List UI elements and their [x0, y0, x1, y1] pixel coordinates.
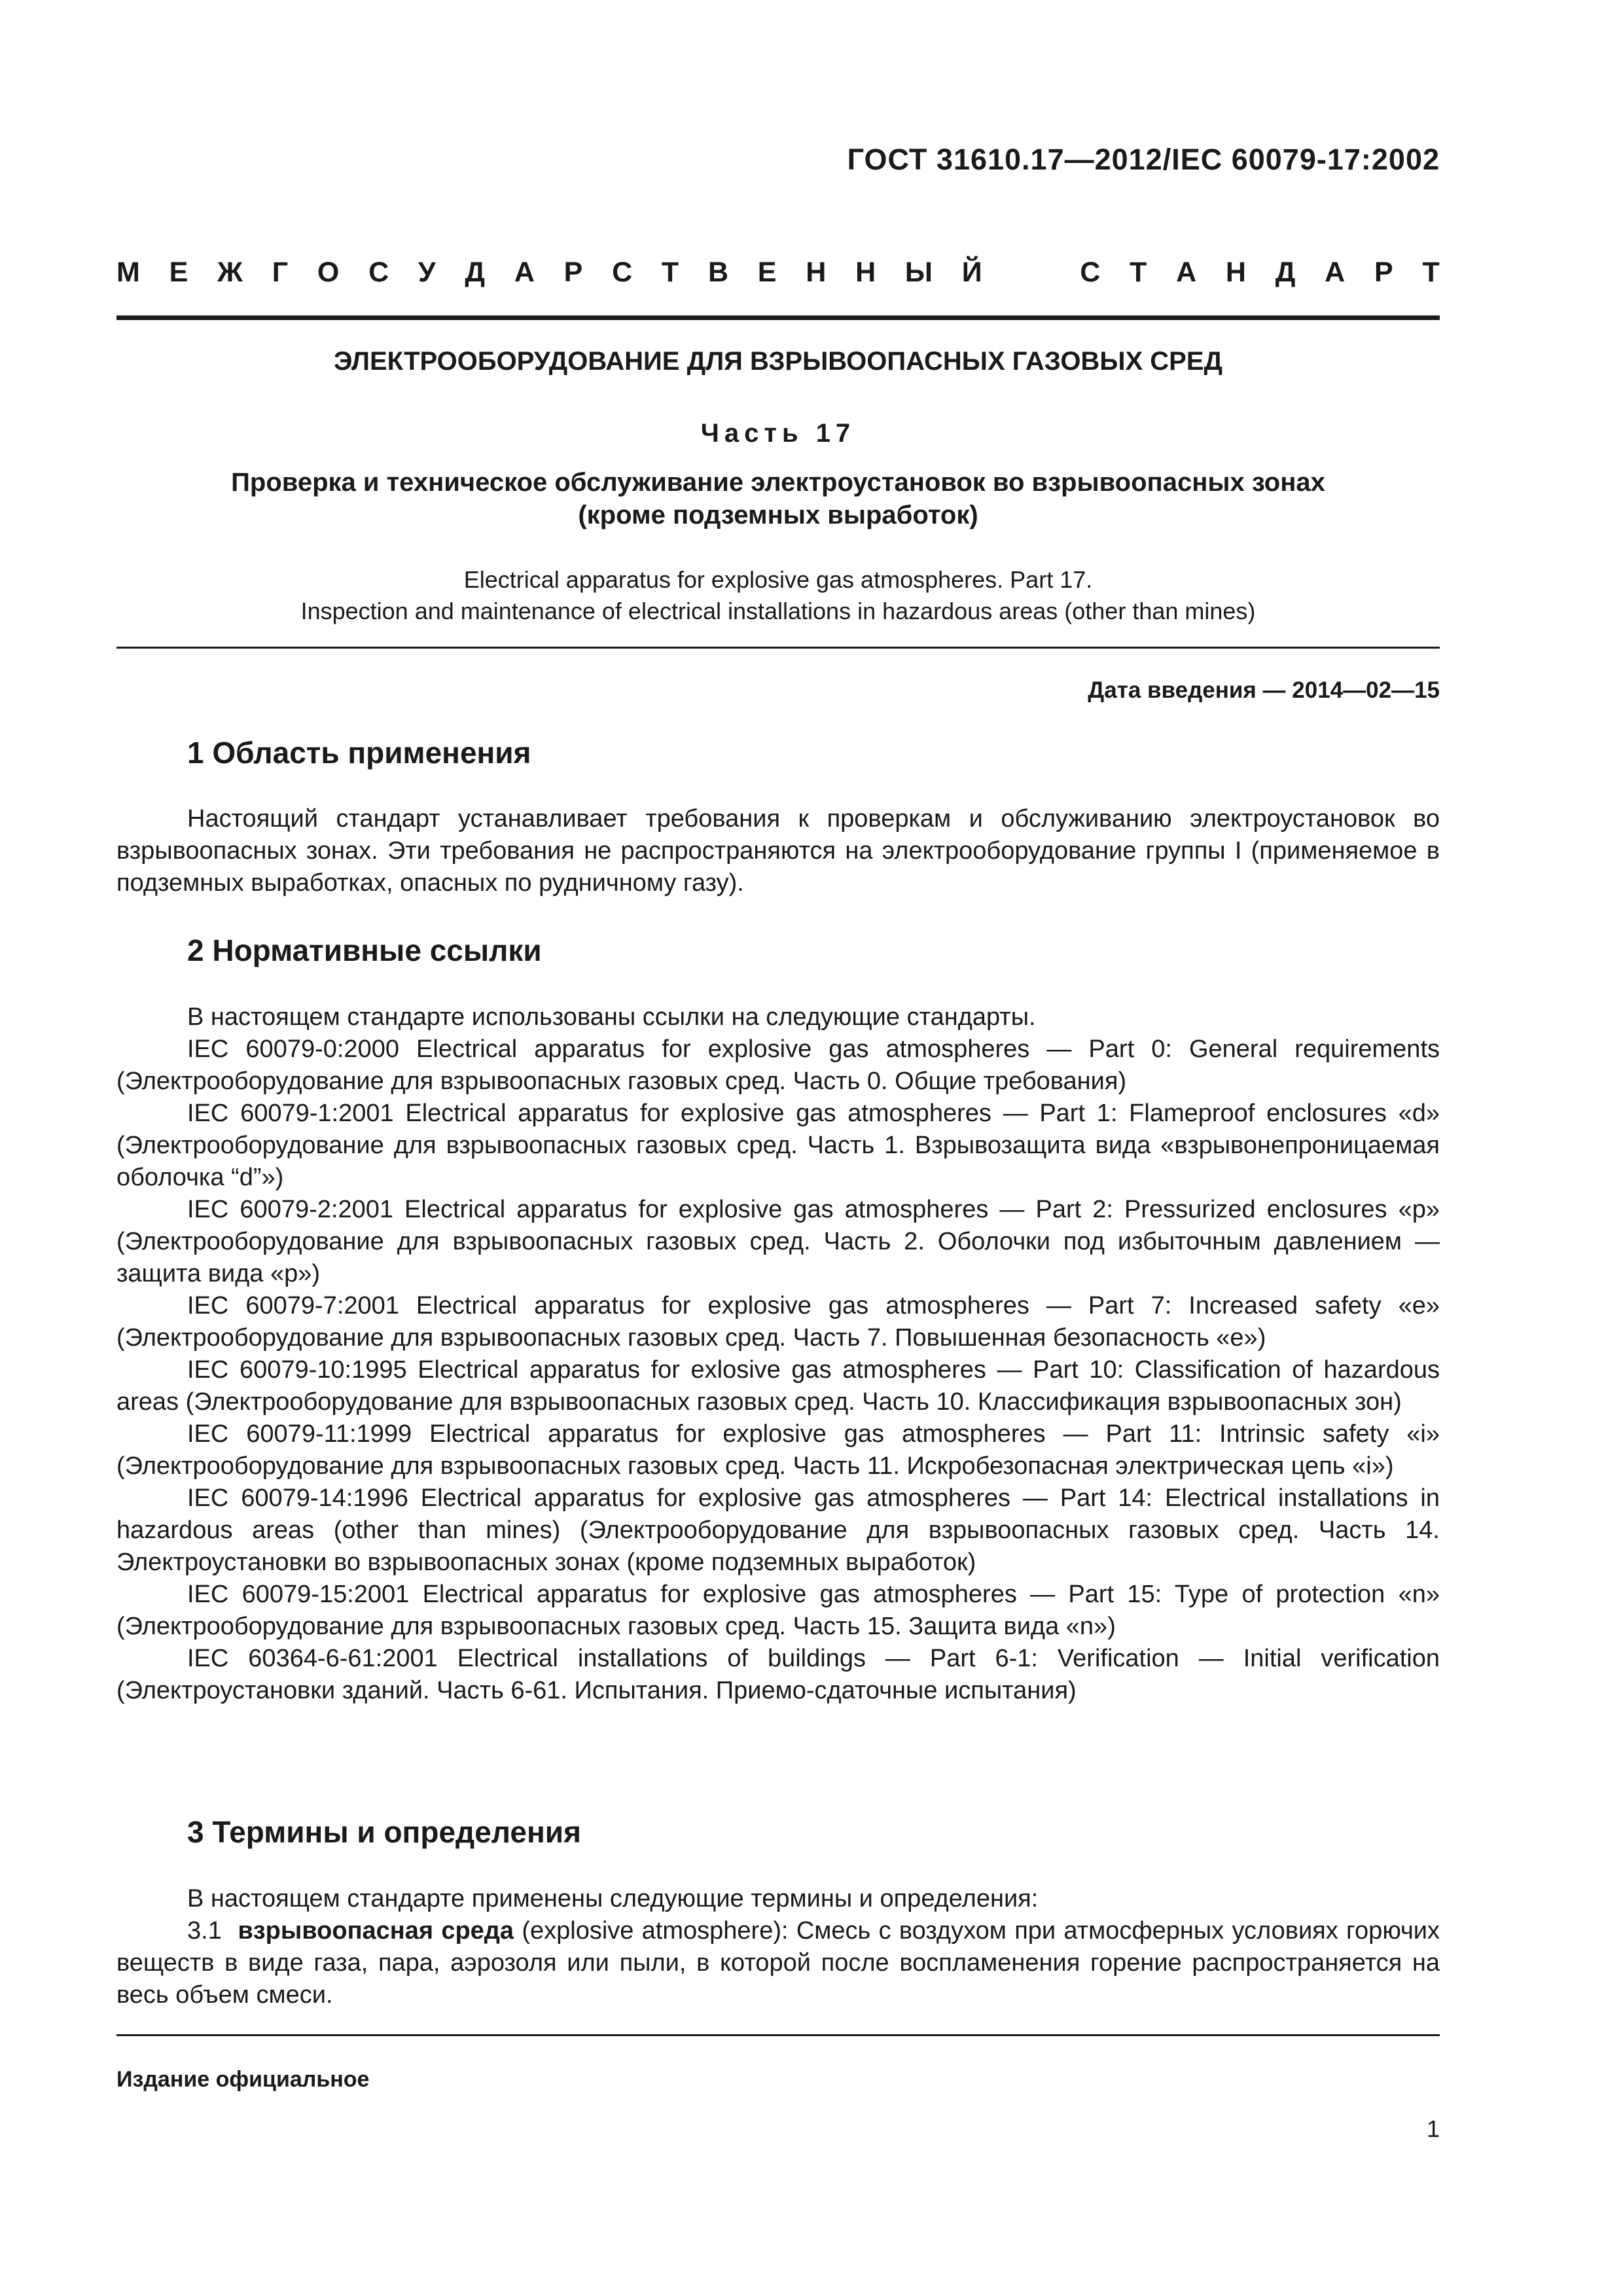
banner-letter: В [707, 257, 729, 288]
term-name: взрывоопасная среда [238, 1917, 514, 1945]
section-3-heading: 3 Термины и определения [187, 1815, 581, 1849]
reference-item: IEC 60079-0:2000 Electrical apparatus for explosive gas atmospheres — Part 0: General requirements (Электрооборудование для взрывоопасных газовых сред. Часть 0. Общие требования) [116, 1035, 1440, 1095]
banner-letter: Н [1225, 257, 1246, 288]
subtitle-line: Проверка и техническое обслуживание электроустановок во взрывоопасных зонах [231, 468, 1325, 497]
banner-letter: С [1080, 257, 1101, 288]
document-subtitle [116, 466, 1440, 531]
banner-letter: Т [1422, 257, 1440, 288]
section-2-heading: 2 Нормативные ссылки [187, 933, 542, 967]
banner-letter: С [612, 257, 633, 288]
banner-letter: Г [272, 257, 289, 288]
interstate-standard-banner [116, 257, 1440, 289]
english-title [116, 564, 1440, 627]
reference-item: IEC 60079-1:2001 Electrical apparatus for explosive gas atmospheres — Part 1: Flameproof enclosures «d» (Электрооборудование для взрывоопасных газовых сред. Часть 1. Взрывозащита вида «взрывонепроницаемая оболочка “d”») [116, 1100, 1440, 1191]
banner-letter: О [317, 257, 340, 288]
document-title: ЭЛЕКТРООБОРУДОВАНИЕ ДЛЯ ВЗРЫВООПАСНЫХ ГАЗОВЫХ СРЕД [333, 347, 1223, 376]
banner-letter: Т [661, 257, 679, 288]
header-rule [116, 315, 1440, 320]
term-number: 3.1 [187, 1917, 222, 1945]
banner-letter: Р [1374, 257, 1393, 288]
banner-letter: А [1176, 257, 1197, 288]
title-rule [116, 647, 1440, 649]
introduction-date: Дата введения — 2014—02—15 [1088, 677, 1440, 703]
paragraph: В настоящем стандарте применены следующие термины и определения: [187, 1885, 1039, 1912]
banner-letter: Е [169, 257, 188, 288]
part-label: Часть 17 [700, 419, 856, 448]
banner-letter: Р [563, 257, 583, 288]
reference-item: IEC 60079-14:1996 Electrical apparatus for explosive gas atmospheres — Part 14: Electrical installations in hazardous areas (other than mines) (Электрооборудование для взрывоопасных газовых сред. Часть 14. Электроустановки во взрывоопасных зонах (кроме подземных выработок) [116, 1484, 1440, 1576]
banner-letter: А [514, 257, 535, 288]
section-3-body [116, 1883, 1440, 2011]
reference-item: IEC 60079-11:1999 Electrical apparatus for explosive gas atmospheres — Part 11: Intrinsic safety «i» (Электрооборудование для взрывоопасных газовых сред. Часть 11. Искробезопасная электрическая цепь «i») [116, 1420, 1440, 1480]
banner-letter: С [368, 257, 389, 288]
banner-letter: Д [1275, 257, 1296, 288]
gost-code: ГОСТ 31610.17—2012/IEC 60079-17:2002 [847, 143, 1440, 176]
section-2-body [116, 1001, 1440, 1707]
banner-letter: Н [806, 257, 827, 288]
document-page [116, 0, 1440, 2296]
reference-item: IEC 60079-2:2001 Electrical apparatus for explosive gas atmospheres — Part 2: Pressurized enclosures «p» (Электрооборудование для взрывоопасных газовых сред. Часть 2. Оболочки под избыточным давлением — защита вида «р») [116, 1196, 1440, 1287]
banner-letter: Е [757, 257, 777, 288]
term-definition-text: (explosive atmosphere): Смесь с воздухом при атмосферных условиях горючих веществ в виде газа, пара, аэрозоля или пыли, в которой после воспламенения горение распространяется на весь объем смеси. [116, 1917, 1440, 2009]
banner-word-gap [1011, 257, 1050, 289]
banner-letter: Т [1130, 257, 1147, 288]
section-1-body [116, 803, 1440, 899]
banner-letter: М [116, 257, 140, 288]
subtitle-line: (кроме подземных выработок) [578, 501, 978, 529]
reference-item: IEC 60079-7:2001 Electrical apparatus for explosive gas atmospheres — Part 7: Increased safety «e» (Электрооборудование для взрывоопасных газовых сред. Часть 7. Повышенная безопасность «е») [116, 1292, 1440, 1352]
paragraph: Настоящий стандарт устанавливает требования к проверкам и обслуживанию электроустановок во взрывоопасных зонах. Эти требования не распространяются на электрооборудование группы I (применяемое в подземных выработках, опасных по рудничному газу). [116, 805, 1440, 897]
banner-letter: Ы [904, 257, 933, 288]
banner-letter: У [418, 257, 436, 288]
term-definition [116, 1915, 1440, 2011]
reference-item: IEC 60079-10:1995 Electrical apparatus for exlosive gas atmospheres — Part 10: Classification of hazardous areas (Электрооборудование для взрывоопасных газовых сред. Часть 10. Классификация взрывоопасных зон) [116, 1356, 1440, 1416]
reference-item: IEC 60079-15:2001 Electrical apparatus for explosive gas atmospheres — Part 15: Type of protection «n» (Электрооборудование для взрывоопасных газовых сред. Часть 15. Защита вида «n») [116, 1581, 1440, 1640]
banner-letter: Н [855, 257, 876, 288]
banner-letter: Д [465, 257, 486, 288]
paragraph: В настоящем стандарте использованы ссылки на следующие стандарты. [187, 1003, 1036, 1031]
banner-letter: А [1325, 257, 1346, 288]
footer-rule [116, 2034, 1440, 2036]
official-edition-label: Издание официальное [116, 2067, 370, 2092]
banner-letter: Ж [217, 257, 243, 288]
page-number: 1 [1426, 2115, 1440, 2142]
section-1-heading: 1 Область применения [187, 736, 531, 770]
banner-letter: Й [961, 257, 982, 288]
english-title-line: Inspection and maintenance of electrical installations in hazardous areas (other than mines) [300, 598, 1256, 624]
reference-item: IEC 60364-6-61:2001 Electrical installations of buildings — Part 6-1: Verification — Initial verification (Электроустановки зданий. Часть 6-61. Испытания. Приемо-сдаточные испытания) [116, 1645, 1440, 1704]
english-title-line: Electrical apparatus for explosive gas atmospheres. Part 17. [463, 566, 1093, 593]
